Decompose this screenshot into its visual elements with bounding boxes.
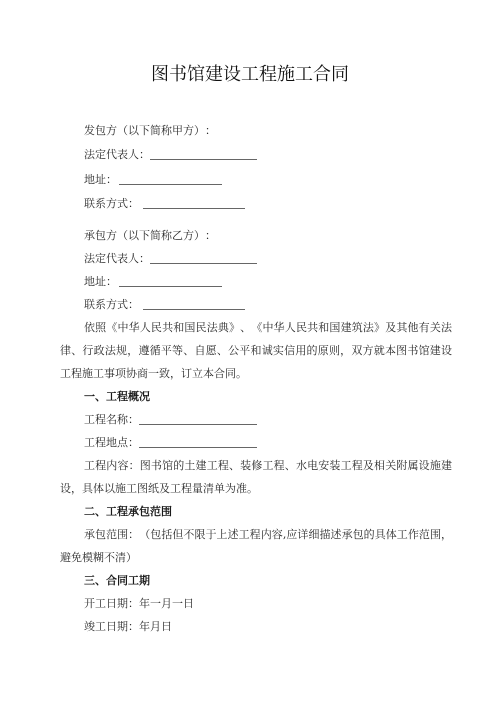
- employer-heading: 发包方（以下简称甲方）：: [84, 124, 216, 137]
- project-location-blank: [139, 447, 257, 448]
- contractor-contact-row: [60, 293, 452, 316]
- start-date-line: 开工日期：年一月一日: [84, 596, 194, 610]
- employer-address-row: [60, 168, 452, 192]
- scope-paragraph: 承包范围：（包括但不限于上述工程内容,应详细描述承包的具体工作范围，避免模糊不清）: [60, 527, 452, 564]
- section-schedule-heading: 三、合同工期: [84, 573, 150, 587]
- contractor-address-label: 地址：: [84, 274, 117, 288]
- project-name-row: [60, 408, 452, 431]
- employer-section: [60, 119, 452, 217]
- preamble-paragraph: 依照《中华人民共和国民法典》、《中华人民共和国建筑法》及其他有关法律、行政法规，遵循平等、自愿、公平和诚实信用的原则，双方就本图书馆建设工程施工事项协商一致，订立本合同。: [60, 320, 452, 380]
- project-name-label: 工程名称：: [84, 412, 139, 426]
- document-title: 图书馆建设工程施工合同: [151, 64, 349, 85]
- project-location-label: 工程地点：: [84, 435, 139, 449]
- contractor-contact-blank: [143, 309, 245, 310]
- employer-contact-row: [60, 192, 452, 216]
- contractor-address-row: [60, 270, 452, 293]
- employer-contact-blank: [143, 208, 245, 209]
- section-overview-heading: 一、工程概况: [84, 389, 150, 403]
- project-location-row: [60, 431, 452, 454]
- contractor-section: [60, 224, 452, 316]
- employer-representative-blank: [150, 159, 257, 160]
- employer-address-blank: [119, 184, 222, 185]
- completion-date-line: 竣工日期：年月日: [84, 619, 172, 633]
- employer-representative-row: [60, 143, 452, 167]
- contractor-heading: 承包方（以下简称乙方）：: [84, 228, 216, 242]
- project-content-paragraph: 工程内容：图书馆的土建工程、装修工程、水电安装工程及相关附属设施建设，具体以施工图纸及工程量清单为准。: [60, 458, 452, 495]
- document-body: [60, 119, 452, 638]
- contractor-address-blank: [119, 286, 222, 287]
- employer-contact-label: 联系方式：: [84, 197, 139, 211]
- employer-representative-label: 法定代表人：: [84, 148, 150, 162]
- project-name-blank: [139, 424, 257, 425]
- section-scope-heading: 二、工程承包范围: [84, 504, 172, 518]
- contractor-representative-label: 法定代表人：: [84, 251, 150, 265]
- contractor-representative-row: [60, 247, 452, 270]
- contractor-representative-blank: [150, 263, 257, 264]
- contractor-contact-label: 联系方式：: [84, 297, 139, 311]
- employer-address-label: 地址：: [84, 172, 117, 186]
